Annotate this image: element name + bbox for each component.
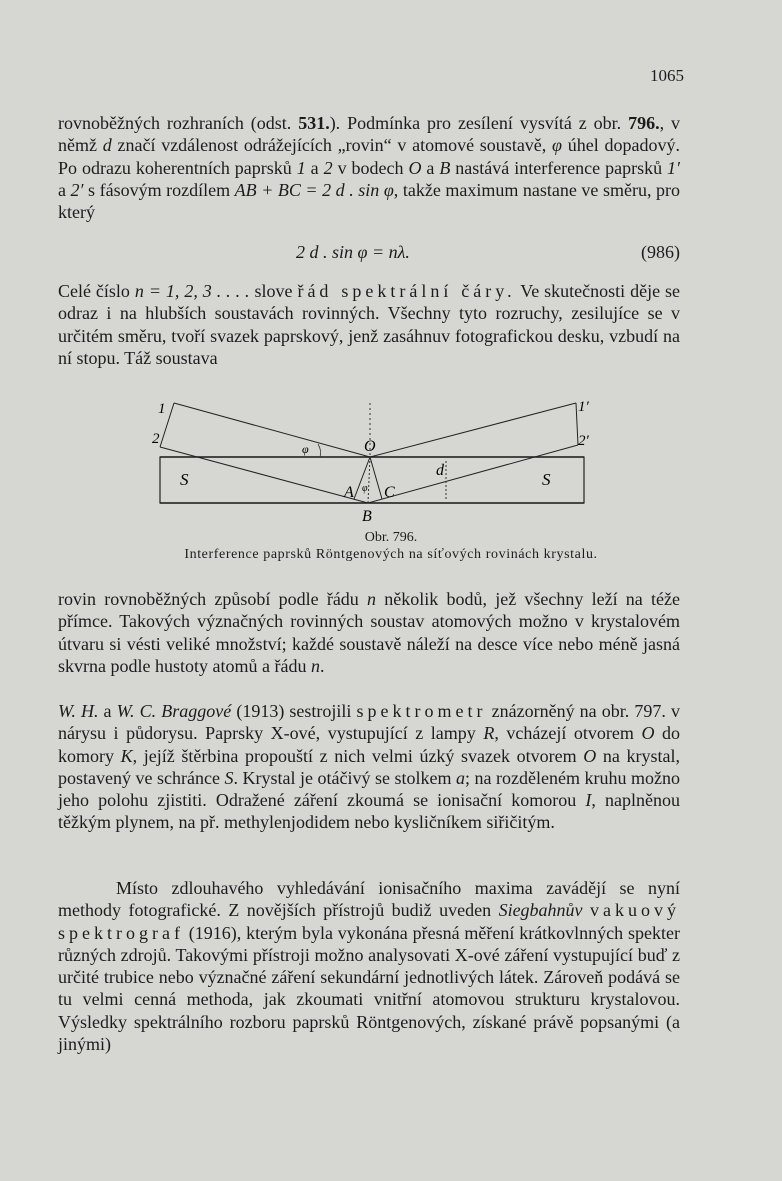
variable: R — [483, 723, 495, 744]
text-run: a — [421, 157, 440, 178]
text-run: do komory — [58, 723, 681, 766]
text-run: Celé číslo — [58, 281, 135, 301]
variable: φ — [552, 135, 563, 156]
text-run: , v němž — [58, 113, 681, 156]
inline-formula: AB + BC = 2 d . sin φ — [234, 179, 394, 200]
label-ray-2p: 2′ — [578, 433, 589, 449]
label-ray-2: 2 — [152, 431, 160, 447]
author-name: Siegbahnův — [498, 900, 583, 921]
text-run: . — [319, 655, 325, 676]
label-O: O — [364, 438, 376, 455]
equation-986 — [58, 242, 680, 266]
text-run: Ve skutečnosti děje se odraz i na hlubších soustavách rovinných. Všechny tyto rozruchy, zesilujíce se v určitém směru, tvoří svazek paprskový, jenž zasáhnuv fotografickou desku, vzbudí na ní stopu. Táž soustava — [58, 281, 681, 368]
page-number: 1065 — [650, 66, 684, 85]
text-run: (1913) sestrojili — [231, 701, 357, 721]
paragraph-2 — [58, 280, 680, 369]
variable: O — [583, 745, 597, 766]
spaced-term: spektrometr — [356, 701, 487, 721]
text-run: znázorněný na obr. 797. v nárysu i půdorysu. Paprsky X-ové, vystupující z lampy — [58, 701, 680, 744]
text-run: několik bodů, jež všechny leží na téže přímce. Takových význačných rovinných soustav atomových možno v krystalovém útvaru si vésti veliké množství; každé soustavě náleží na desce více nebo méně jasná skvrna podle hustoty atomů a řádu — [58, 589, 680, 676]
variable: O — [408, 157, 422, 178]
figure-caption: Interference paprsků Röntgenových na síťových rovinách krystalu. — [184, 547, 598, 562]
ray-2-in — [160, 447, 368, 503]
label-ray-1p: 1′ — [578, 399, 589, 415]
label-B: B — [362, 508, 372, 525]
author-name: W. H. — [58, 701, 99, 721]
author-name: W. C. Braggové — [116, 701, 232, 721]
variable: S — [224, 767, 234, 788]
label-ray-1: 1 — [158, 401, 166, 417]
section-ref: 531. — [298, 113, 330, 133]
paragraph-3 — [58, 588, 680, 677]
text-run: na krystal, postavený ve schránce — [58, 745, 680, 788]
label-phi-inner: φ — [362, 483, 368, 494]
variable: K — [120, 745, 133, 766]
variable: I — [585, 790, 592, 811]
label-A: A — [344, 484, 354, 501]
variable: 1 — [296, 157, 306, 178]
equation-formula: 2 d . sin φ = nλ. — [296, 242, 410, 262]
text-run: . Krystal je otáčivý se stolkem — [233, 767, 457, 788]
angle-arc — [318, 444, 321, 457]
perp-OC — [370, 457, 382, 499]
text-run: úhel dopadový. Po odrazu koherentních paprsků — [58, 135, 680, 178]
text-run: , jejíž štěrbina propouští z nich velmi úzký svazek otvorem — [132, 745, 584, 766]
text-run: rovnoběžných rozhraních (odst. — [58, 113, 299, 133]
text-run: a — [58, 179, 71, 200]
text-run: ). Podmínka pro zesílení vysvítá z obr. — [329, 113, 629, 133]
variable: B — [439, 157, 451, 178]
text-run: , vcházejí otvorem — [494, 723, 642, 744]
label-S-left: S — [180, 470, 189, 489]
text-run: slove — [249, 281, 298, 301]
ray-1-out — [370, 403, 576, 457]
text-run: nastává interference paprsků — [450, 157, 668, 178]
variable: O — [641, 723, 655, 744]
variable: n — [367, 589, 377, 609]
spaced-term: řád spektrální čáry. — [297, 281, 516, 301]
label-C: C — [384, 484, 395, 501]
variable: n — [310, 655, 320, 676]
equation-number: (986) — [641, 242, 680, 262]
ray-1-in — [174, 403, 370, 457]
paragraph-1 — [58, 112, 680, 223]
text-run: , naplněnou těžkým plynem, na př. methylenjodidem nebo kysličníkem siřičitým. — [58, 790, 681, 833]
text-run: s fásovým rozdílem — [83, 179, 235, 200]
text-run: (1916), kterým byla vykonána přesná měření krátkovlnných spekter různých zdrojů. Takovými přístroji možno analysovati X-ové záření vystupující buď z určité trubice nebo význačné záření sekundární jednotlivých látek. Zároveň podává se tu velmi cenná methoda, jak zkoumati vnitřní atomovou strukturu krystalovou. Výsledky spektrálního rozboru paprsků Röntgenových, získané právě popsanými (a jinými) — [58, 922, 680, 1055]
text-run: a — [98, 701, 117, 721]
figure-ref: 796. — [628, 113, 660, 133]
text-run: Místo zdlouhavého vyhledávání ionisačního maxima zavádějí se nyní methody fotografické. Z novějších přístrojů budiž uveden — [58, 878, 680, 921]
spaced-term: vakuový spektrograf — [58, 900, 680, 943]
variable: a — [456, 767, 466, 788]
figure-caption-title: Obr. 796. — [364, 530, 418, 545]
depth-OB — [368, 457, 370, 503]
variable: 2′ — [70, 179, 84, 200]
variable: 2 — [323, 157, 333, 178]
paragraph-5 — [58, 877, 680, 1055]
label-S-right: S — [542, 470, 551, 489]
label-d: d — [436, 462, 444, 479]
text-run: v bodech — [332, 157, 409, 178]
label-phi: φ — [302, 442, 309, 456]
variable: d — [102, 135, 112, 156]
paragraph-4 — [58, 700, 680, 834]
text-run: značí vzdálenost odrážejících „rovin“ v atomové soustavě, — [111, 135, 553, 156]
figure-796-diagram — [150, 395, 596, 527]
text-run: a — [305, 157, 324, 178]
variable: 1′ — [667, 157, 680, 178]
text-run: , takže maximum nastane ve směru, pro který — [58, 179, 680, 223]
inline-formula: n = 1, 2, 3 . . . . — [134, 281, 250, 301]
text-run: rovin rovnoběžných způsobí podle řádu — [58, 589, 368, 609]
text-run: ; na rozděleném kruhu možno jeho polohu zjistiti. Odražené záření zkoumá se ionisační komorou — [58, 767, 680, 811]
text-run — [583, 900, 590, 920]
